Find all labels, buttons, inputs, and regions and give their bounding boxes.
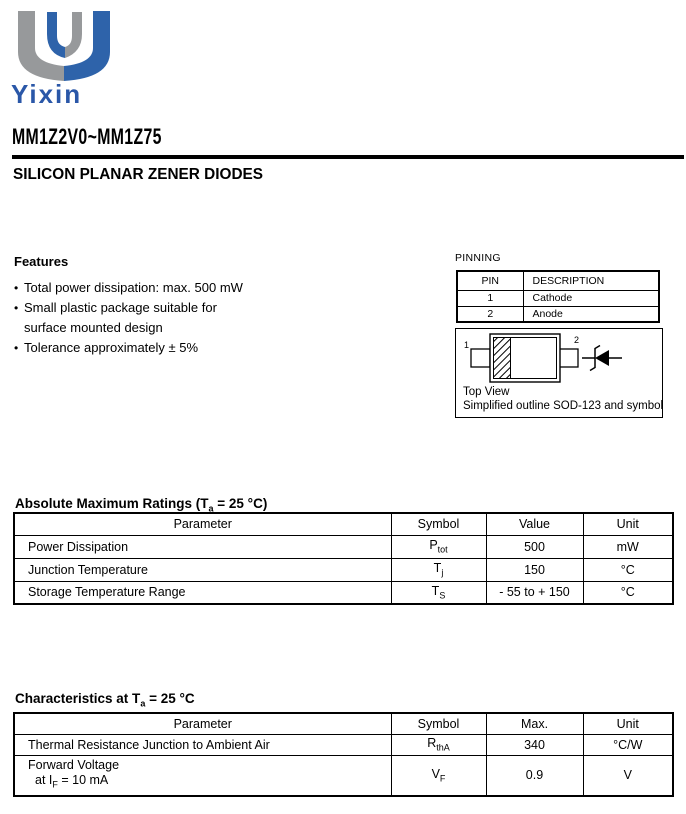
feature-item	[14, 278, 344, 298]
cell-value: 500	[486, 535, 583, 558]
sod123-package-drawing	[456, 329, 662, 385]
cathode-band	[494, 338, 511, 379]
cell-max: 340	[486, 734, 583, 755]
heading-text: = 25 °C)	[213, 496, 268, 511]
col-value: Value	[486, 513, 583, 535]
cell-unit: mW	[583, 535, 673, 558]
cell-value: 150	[486, 558, 583, 581]
cell-symbol: $P_{tot}$	[391, 535, 486, 558]
pin1-lead	[471, 349, 490, 367]
title-divider-rule	[12, 155, 684, 159]
col-symbol: Symbol	[391, 713, 486, 734]
heading-text: Characteristics at T	[15, 691, 141, 706]
cell-symbol: $T_j$	[391, 558, 486, 581]
pinning-row	[457, 306, 659, 322]
cell-unit: °C	[583, 581, 673, 604]
feature-item-continuation	[14, 318, 344, 338]
figure-caption-outline: Simplified outline SOD-123 and symbol	[463, 400, 664, 412]
heading-subscript: a	[208, 503, 214, 514]
page-title-part-number: MM1Z2V0~MM1Z75	[12, 124, 162, 149]
pinning-col-description: DESCRIPTION	[523, 271, 659, 290]
cell-parameter: Power Dissipation	[14, 535, 391, 558]
bullet-icon: •	[14, 301, 19, 315]
pin-number: 1	[457, 290, 523, 306]
table-row	[14, 535, 673, 558]
table-header-row	[14, 713, 673, 734]
bullet-spacer	[14, 318, 24, 338]
col-parameter: Parameter	[14, 513, 391, 535]
feature-text: Tolerance approximately ± 5%	[24, 340, 199, 355]
col-parameter: Parameter	[14, 713, 391, 734]
features-heading: Features	[14, 254, 69, 269]
cell-parameter: Junction Temperature	[14, 558, 391, 581]
cell-symbol: $R_{thA}$	[391, 734, 486, 755]
pinning-heading: PINNING	[455, 252, 501, 264]
col-symbol: Symbol	[391, 513, 486, 535]
feature-text: Total power dissipation: max. 500 mW	[24, 280, 243, 295]
heading-text: Absolute Maximum Ratings (T	[15, 496, 209, 511]
pinning-table	[456, 270, 660, 323]
cell-symbol: $T_S$	[391, 581, 486, 604]
abs-max-ratings-table	[13, 512, 674, 605]
pinning-header-row	[457, 271, 659, 290]
feature-text: surface mounted design	[24, 320, 163, 335]
table-row	[14, 734, 673, 755]
page-subtitle: SILICON PLANAR ZENER DIODES	[13, 166, 264, 183]
col-unit: Unit	[583, 513, 673, 535]
table-header-row	[14, 513, 673, 535]
zener-triangle	[595, 350, 609, 366]
cell-parameter: Storage Temperature Range	[14, 581, 391, 604]
col-unit: Unit	[583, 713, 673, 734]
pinning-col-pin: PIN	[457, 271, 523, 290]
pin-description: Anode	[523, 306, 659, 322]
col-max: Max.	[486, 713, 583, 734]
pin-number: 2	[457, 306, 523, 322]
cell-unit: V	[583, 755, 673, 796]
cell-symbol: $V_F$	[391, 755, 486, 796]
heading-subscript: a	[140, 698, 146, 709]
cell-parameter	[14, 755, 391, 796]
feature-item	[14, 298, 344, 318]
features-section	[14, 254, 344, 358]
cell-value: - 55 to + 150	[486, 581, 583, 604]
pin1-label: 1	[464, 340, 470, 350]
feature-text: Small plastic package suitable for	[24, 300, 217, 315]
heading-text: = 25 °C	[145, 691, 195, 706]
pinning-row	[457, 290, 659, 306]
figure-caption-top-view: Top View	[463, 386, 510, 398]
table-row	[14, 581, 673, 604]
package-outline-figure	[455, 328, 663, 418]
table-row	[14, 558, 673, 581]
cell-parameter: Thermal Resistance Junction to Ambient Air	[14, 734, 391, 755]
cell-max: 0.9	[486, 755, 583, 796]
cell-unit: °C	[583, 558, 673, 581]
feature-item	[14, 338, 344, 358]
cell-unit: °C/W	[583, 734, 673, 755]
company-wordmark: Yixin	[11, 79, 83, 109]
company-logo-icon	[14, 8, 114, 84]
pin2-label: 2	[574, 335, 580, 345]
pin-description: Cathode	[523, 290, 659, 306]
characteristics-heading	[15, 691, 195, 709]
characteristics-table	[13, 712, 674, 797]
bullet-icon: •	[14, 281, 19, 295]
parameter-line1: Forward Voltage	[28, 757, 120, 772]
pin2-lead	[559, 349, 578, 367]
parameter-line2: at $I_F = 10$ mA	[35, 773, 109, 790]
table-row	[14, 755, 673, 796]
bullet-icon: •	[14, 341, 19, 355]
